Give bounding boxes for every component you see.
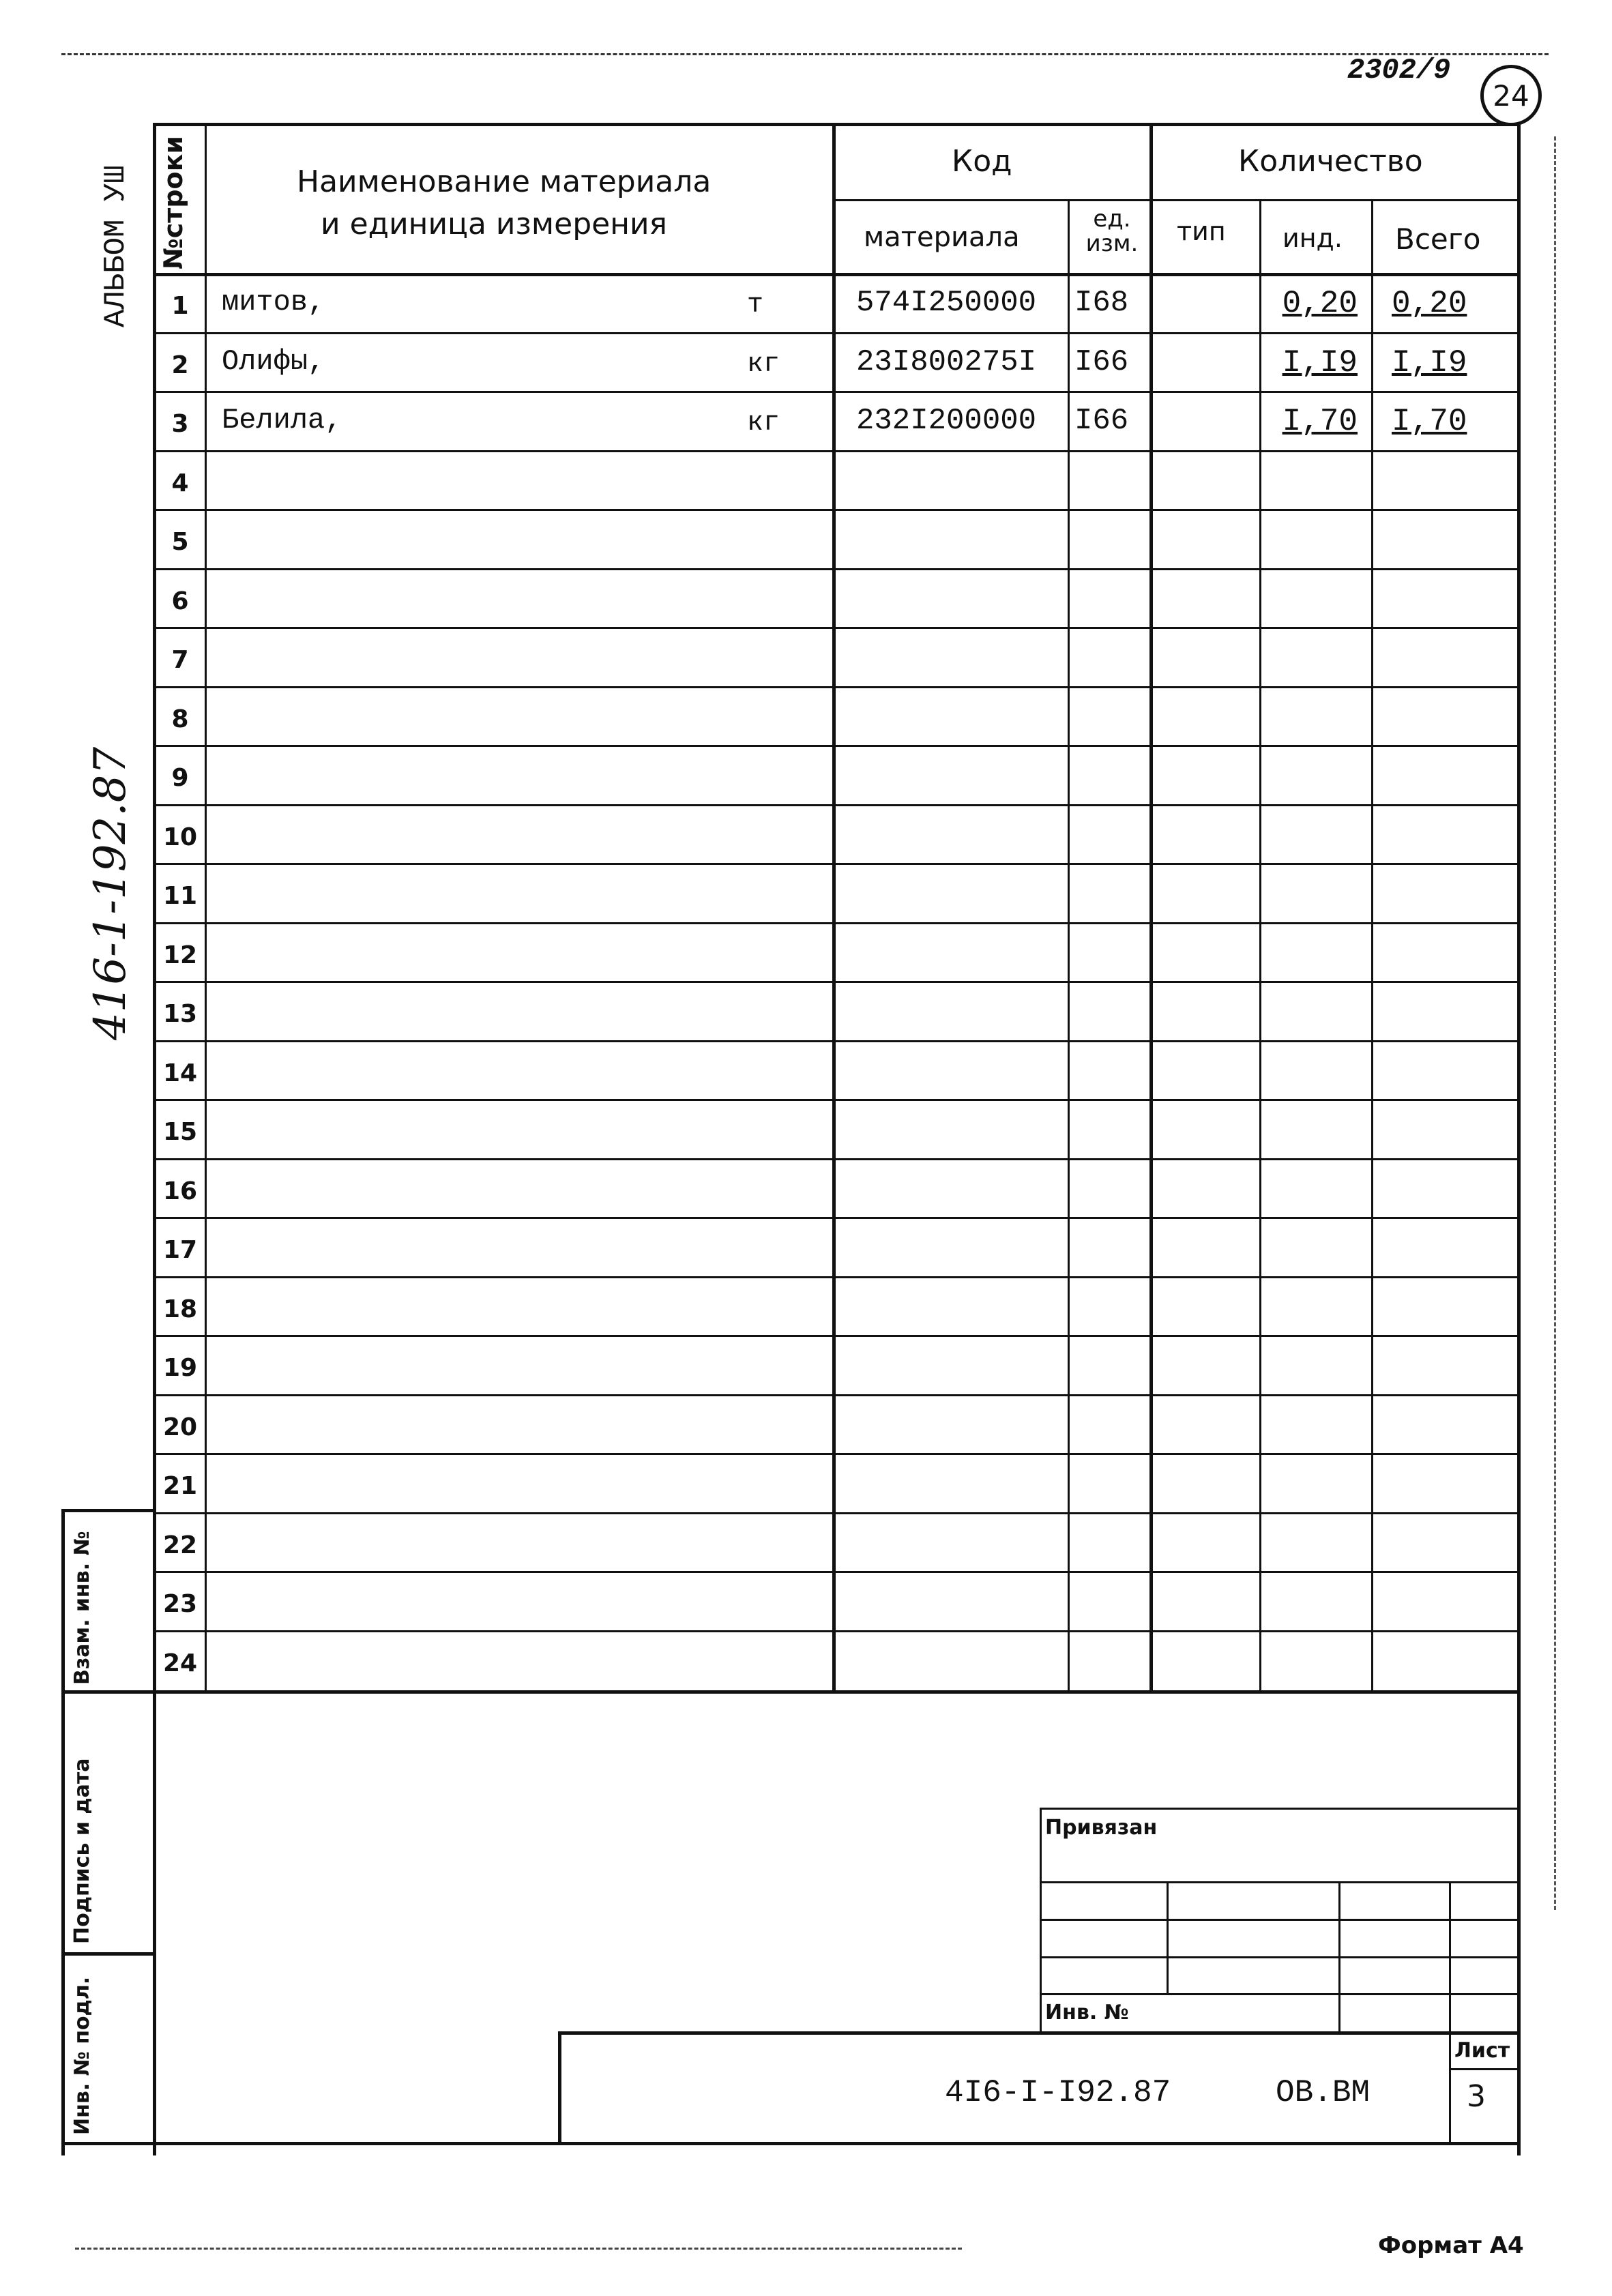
row-separator (153, 450, 1517, 452)
code-material-header: материала (864, 222, 1020, 253)
tb-vline-c (1338, 1881, 1340, 2031)
tb-main-top (558, 2031, 1517, 2035)
row-separator (153, 1394, 1517, 1396)
stamp-inv-podl: Инв. № подл. (70, 1976, 94, 2135)
row-separator (153, 1630, 1517, 1632)
inv-no-label: Инв. № (1045, 2001, 1129, 2025)
name-header-line2: и единица измерения (321, 207, 668, 241)
row-number: 22 (162, 1531, 198, 1559)
qty-type-header: тип (1177, 216, 1226, 246)
row-separator (153, 1571, 1517, 1573)
row-separator (153, 1335, 1517, 1337)
album-label: АЛЬБОМ УШ (99, 165, 133, 327)
row-separator (153, 686, 1517, 688)
qty-ind-value: I,70 (1282, 404, 1358, 439)
table-bottom-border (153, 1690, 1517, 1694)
title-block-bottom (153, 2142, 1519, 2145)
tb-vline-d (1449, 1881, 1451, 2142)
table-right-border (1517, 123, 1521, 2155)
row-separator (153, 804, 1517, 806)
material-code: 574I250000 (856, 286, 1037, 320)
sheet-label: Лист (1454, 2039, 1510, 2063)
row-number: 7 (171, 646, 189, 674)
row-number: 14 (162, 1059, 198, 1087)
row-number: 10 (162, 823, 198, 851)
tb-vline-a (1040, 1808, 1042, 2031)
name-header: Наименование материала (297, 164, 712, 199)
row-number: 9 (171, 764, 189, 792)
unit-name: кг (747, 408, 780, 439)
material-name: Белила, (222, 404, 342, 437)
header-sub-line (832, 199, 1517, 201)
row-number: 17 (162, 1236, 198, 1264)
col-sep-name (832, 123, 836, 1692)
qty-ind-header: инд. (1283, 223, 1343, 253)
quantity-header: Количество (1238, 144, 1423, 179)
stamp-line-1 (61, 1690, 153, 1694)
qty-ind-value: I,I9 (1282, 345, 1358, 381)
code-unit-header: ед. изм. (1085, 205, 1139, 257)
row-number: 4 (171, 469, 189, 497)
col-sep-type (1259, 199, 1261, 1692)
tied-label: Привязан (1045, 1816, 1158, 1840)
unit-code: I68 (1074, 286, 1129, 320)
stamp-replaced-inv: Взам. инв. № (70, 1531, 94, 1685)
row-separator (153, 568, 1517, 570)
row-separator (153, 981, 1517, 983)
row-separator (153, 1512, 1517, 1514)
tb-line-4 (1040, 1956, 1517, 1958)
row-separator (153, 745, 1517, 747)
qty-total-value: I,I9 (1392, 345, 1467, 381)
row-number: 18 (162, 1295, 198, 1323)
row-number: 5 (171, 528, 189, 556)
row-number: 19 (162, 1354, 198, 1382)
row-separator (153, 1158, 1517, 1160)
row-separator (153, 1099, 1517, 1101)
row-separator (153, 1276, 1517, 1278)
row-separator (153, 863, 1517, 865)
tb-line-2 (1040, 1881, 1517, 1883)
row-separator (153, 1217, 1517, 1219)
row-number: 21 (162, 1472, 198, 1500)
material-name: митов, (222, 286, 325, 319)
page-number: 24 (1493, 79, 1529, 113)
col-sep-code (1068, 199, 1070, 1692)
material-name: Олифы, (222, 345, 325, 378)
row-number: 12 (162, 941, 198, 969)
footer-line (75, 2248, 962, 2250)
stamp-line-2 (61, 1952, 153, 1956)
document-designation: 4I6-I-I92.87 (945, 2075, 1171, 2110)
code-header: Код (952, 144, 1012, 179)
right-margin-line (1554, 136, 1556, 1910)
row-separator (153, 509, 1517, 511)
tb-sheet-line (1449, 2068, 1517, 2070)
unit-code: I66 (1074, 345, 1129, 379)
qty-total-value: I,70 (1392, 404, 1467, 439)
row-separator (153, 627, 1517, 629)
row-number: 20 (162, 1413, 198, 1441)
material-code: 232I200000 (856, 404, 1037, 438)
row-number: 6 (171, 587, 189, 615)
unit-name: т (747, 290, 764, 321)
tb-vline-b (1167, 1881, 1169, 1993)
row-number-header: №строки (158, 136, 188, 269)
row-separator (153, 332, 1517, 334)
qty-ind-value: 0,20 (1282, 286, 1358, 321)
col-sep-number (205, 123, 207, 1692)
row-number: 8 (171, 705, 189, 733)
row-number: 2 (171, 351, 189, 379)
tb-line-3 (1040, 1919, 1517, 1921)
material-code: 23I800275I (856, 345, 1037, 379)
col-sep-unit (1149, 123, 1153, 1692)
row-number: 13 (162, 1000, 198, 1028)
row-number: 24 (162, 1649, 198, 1677)
archive-number: 2302/9 (1347, 54, 1451, 87)
qty-total-value: 0,20 (1392, 286, 1467, 321)
top-border-line (61, 53, 1549, 55)
stamp-bottom-line (61, 2142, 153, 2145)
row-separator (153, 1040, 1517, 1042)
row-number: 16 (162, 1177, 198, 1205)
tb-line-tied (1040, 1808, 1517, 1810)
row-number: 3 (171, 410, 189, 438)
unit-name: кг (747, 349, 780, 380)
row-separator (153, 1453, 1517, 1455)
row-number: 23 (162, 1590, 198, 1618)
row-separator (153, 391, 1517, 393)
unit-code: I66 (1074, 404, 1129, 438)
stamp-left-border (61, 1509, 65, 2155)
stamp-top-line (61, 1509, 153, 1512)
page-number-circle (1480, 65, 1542, 126)
sheet-number: 3 (1467, 2079, 1486, 2114)
row-number: 11 (162, 882, 198, 910)
stamp-signature-date: Подпись и дата (70, 1758, 94, 1944)
row-separator (153, 922, 1517, 924)
qty-total-header: Всего (1395, 222, 1481, 256)
format-label: Формат А4 (1378, 2232, 1524, 2259)
row-number: 1 (171, 292, 189, 320)
row-number: 15 (162, 1118, 198, 1146)
tb-main-left (558, 2031, 561, 2142)
col-sep-ind (1371, 199, 1373, 1692)
project-code-handwritten: 416-1-192.87 (85, 746, 136, 1040)
document-code: ОВ.ВМ (1276, 2075, 1371, 2110)
tb-line-5 (1040, 1993, 1517, 1995)
